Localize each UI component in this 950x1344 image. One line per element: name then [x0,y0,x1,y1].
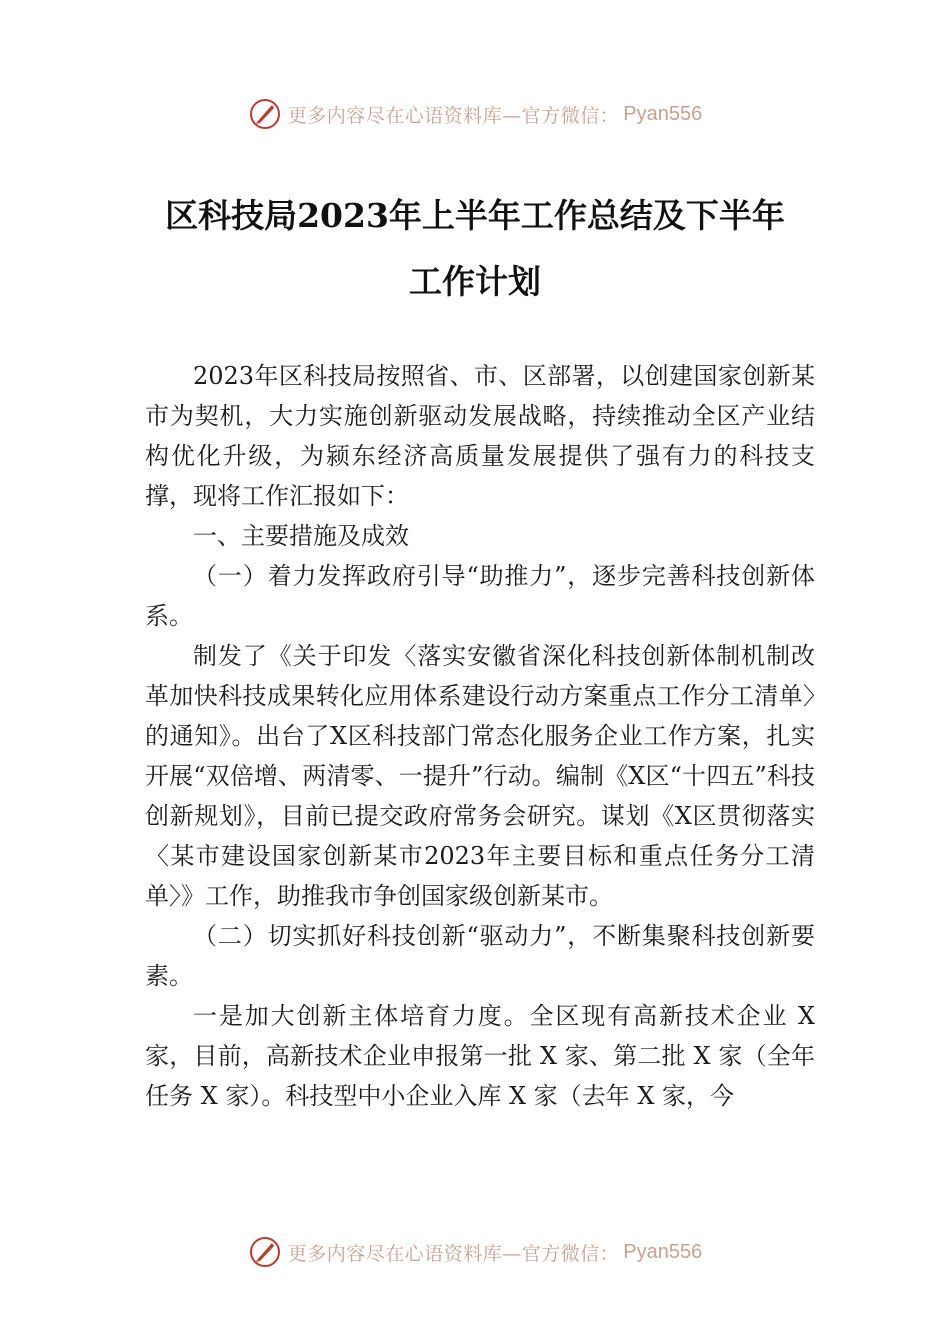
quill-logo-icon [248,97,282,131]
paragraph-2: 一是加大创新主体培育力度。全区现有高新技术企业 X 家，目前，高新技术企业申报第一批 X 家、第二批 X 家（全年任务 X 家）。科技型中小企业入库 X 家（去年 X 家，今 [145,1002,815,1110]
section-heading-1: 一、主要措施及成效 [193,522,409,550]
document-title-line2: 工作计划 [409,262,541,301]
subsection-heading-2: （二）切实抓好科技创新“驱动力”，不断集聚科技创新要素。 [145,922,815,990]
paragraph-intro: 2023年区科技局按照省、市、区部署，以创建国家创新某市为契机，大力实施创新驱动发展战略，持续推动全区产业结构优化升级，为颍东经济高质量发展提供了强有力的科技支撑，现将工作汇报如下： [145,362,815,510]
watermark-wechat-id: Pyan556 [623,1240,703,1263]
subsection-heading-1: （一）着力发挥政府引导“助推力”，逐步完善科技创新体系。 [145,562,815,630]
watermark-text: 更多内容尽在心语资料库—官方微信： [287,1242,620,1265]
document-body [145,356,815,1116]
watermark-text: 更多内容尽在心语资料库—官方微信： [287,104,620,127]
quill-logo-icon [248,1235,282,1269]
paragraph-1: 制发了《关于印发〈落实安徽省深化科技创新体制机制改革加快科技成果转化应用体系建设行动方案重点工作分工清单〉的通知》。出台了X区科技部门常态化服务企业工作方案，扎实开展“双倍增、两清零、一提升”行动。编制《X区“十四五”科技创新规划》，目前已提交政府常务会研究。谋划《X区贯彻落实〈某市建设国家创新某市2023年主要目标和重点任务分工清单〉》工作，助推我市争创国家级创新某市。 [145,642,815,910]
watermark-header [0,94,950,134]
watermark-footer [0,1232,950,1272]
document-title-line1: 区科技局2023年上半年工作总结及下半年 [165,196,785,235]
watermark-wechat-id: Pyan556 [623,102,703,125]
